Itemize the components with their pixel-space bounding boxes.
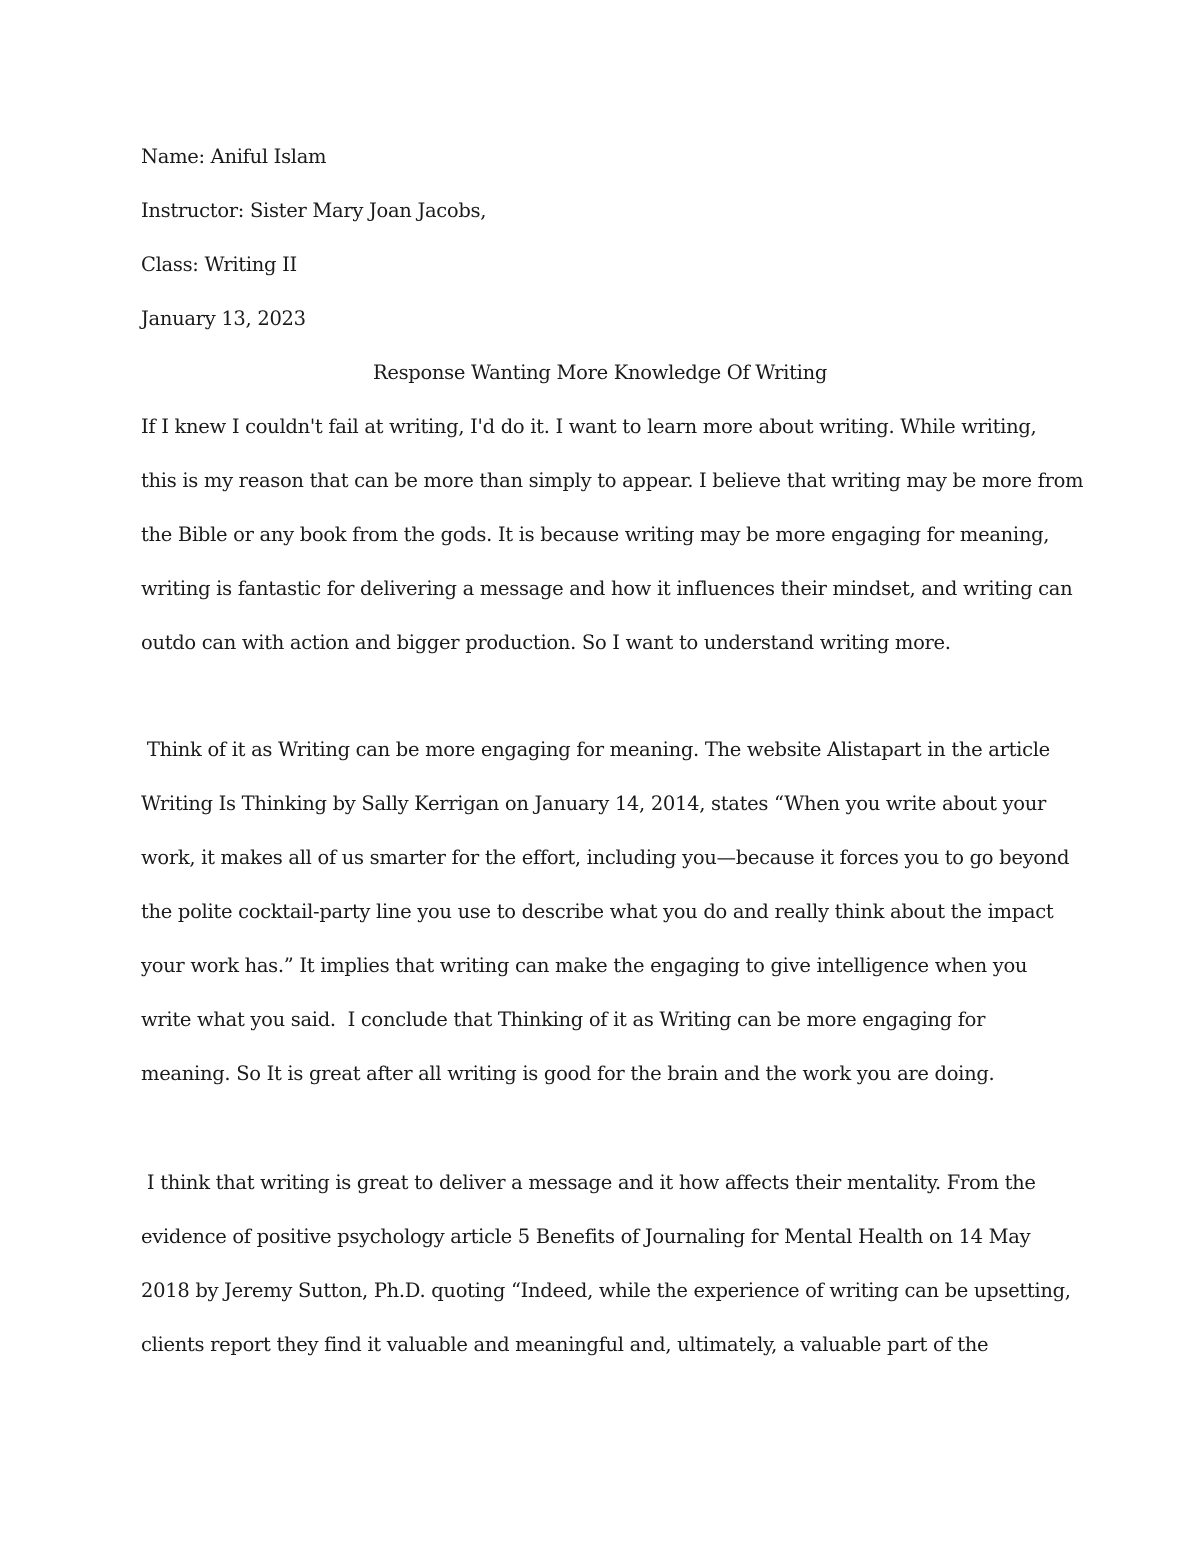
paragraph-line: 2018 by Jeremy Sutton, Ph.D. quoting “Indeed, while the experience of writing can be upsetting, (141, 1279, 1071, 1302)
document-date: January 13, 2023 (141, 307, 306, 330)
paragraph-line: outdo can with action and bigger production. So I want to understand writing more. (141, 631, 951, 654)
paragraph-line: writing is fantastic for delivering a message and how it influences their mindset, and writing can (141, 577, 1073, 600)
document-title: Response Wanting More Knowledge Of Writing (372, 361, 828, 384)
paragraph-line: the Bible or any book from the gods. It is because writing may be more engaging for meaning, (141, 523, 1050, 546)
paragraph-line: your work has.” It implies that writing can make the engaging to give intelligence when you (141, 954, 1028, 977)
paragraph-line: If I knew I couldn't fail at writing, I'd do it. I want to learn more about writing. While writing, (141, 415, 1037, 438)
paragraph-line: meaning. So It is great after all writing is good for the brain and the work you are doing. (141, 1062, 995, 1085)
paragraph-line: evidence of positive psychology article 5 Benefits of Journaling for Mental Health on 14 May (141, 1225, 1031, 1248)
paragraph-line: clients report they find it valuable and meaningful and, ultimately, a valuable part of the (141, 1333, 989, 1356)
class-name: Class: Writing II (141, 253, 297, 276)
student-name: Name: Aniful Islam (141, 145, 327, 168)
paragraph-line: write what you said. I conclude that Thinking of it as Writing can be more engaging for (141, 1008, 986, 1031)
paragraph-line: I think that writing is great to deliver a message and it how affects their mentality. From the (141, 1171, 1036, 1194)
paragraph-line: the polite cocktail-party line you use to describe what you do and really think about the impact (141, 900, 1054, 923)
instructor-name: Instructor: Sister Mary Joan Jacobs, (141, 199, 487, 222)
paragraph-line: work, it makes all of us smarter for the effort, including you—because it forces you to go beyond (141, 846, 1070, 869)
paragraph-line: Think of it as Writing can be more engaging for meaning. The website Alistapart in the article (141, 738, 1050, 761)
paragraph-line: Writing Is Thinking by Sally Kerrigan on January 14, 2014, states “When you write about your (141, 792, 1047, 815)
paragraph-line: this is my reason that can be more than simply to appear. I believe that writing may be more from (141, 469, 1084, 492)
